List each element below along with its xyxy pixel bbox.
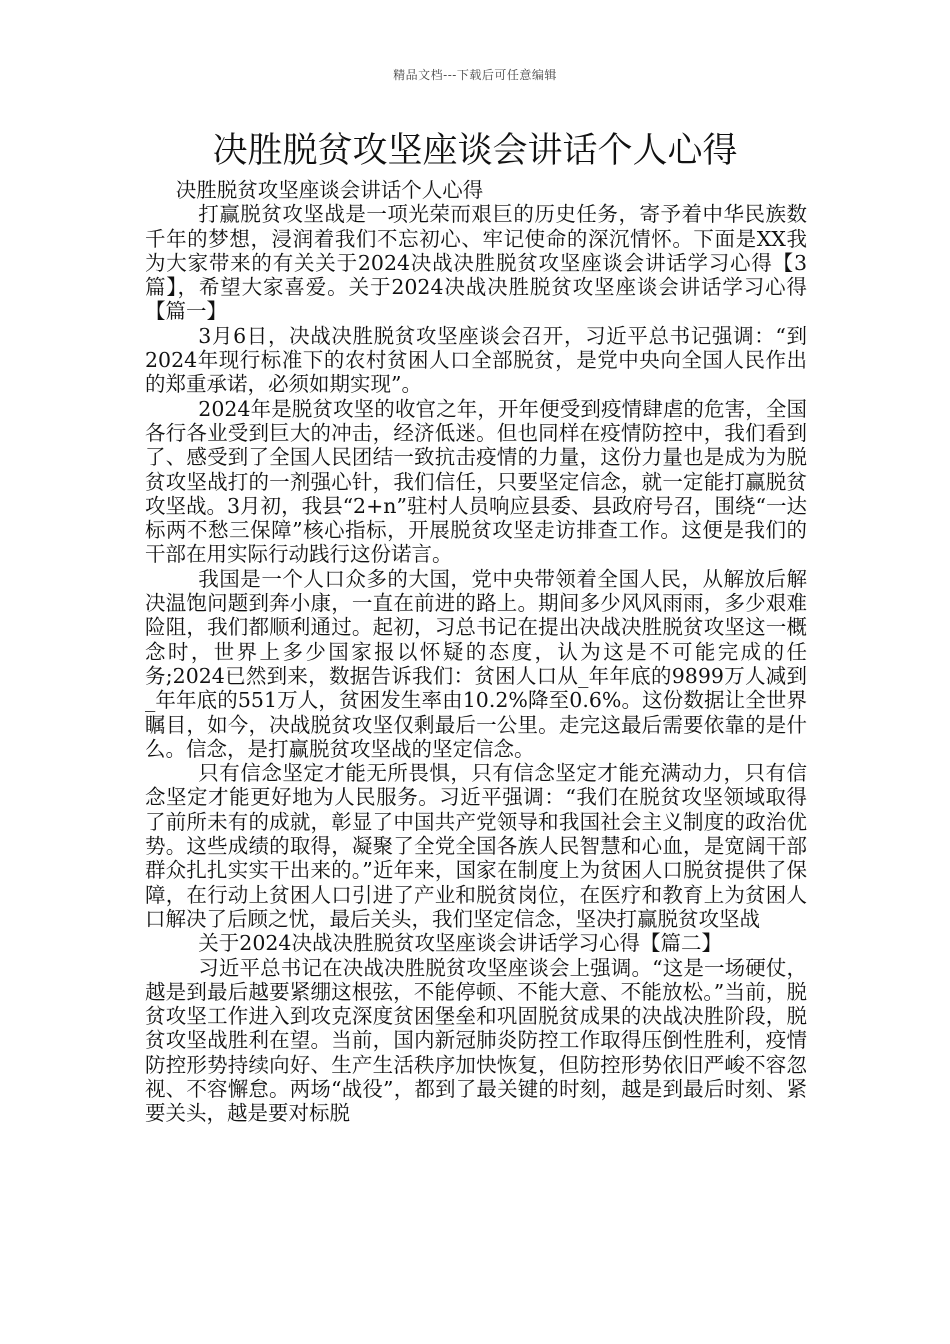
document-title: 决胜脱贫攻坚座谈会讲话个人心得 — [212, 131, 738, 171]
body-paragraph: 3月6日，决战决胜脱贫攻坚座谈会召开，习近平总书记强调：“到2024年现行标准下的农村贫困人口全部脱贫，是党中央向全国人民作出的郑重承诺，必须如期实现”。 — [145, 323, 807, 397]
body-paragraph: 2024年是脱贫攻坚的收官之年，开年便受到疫情肆虐的危害，全国各行各业受到巨大的冲击，经济低迷。但也同样在疫情防控中，我们看到了、感受到了全国人民团结一致抗击疫情的力量，这份力量也是成为为脱贫攻坚战打的一剂强心针，我们信任，只要坚定信念，就一定能打赢脱贫攻坚战。3月初，我县“2+n”驻村人员响应县委、县政府号召，围绕“一达标两不愁三保障”核心指标，开展脱贫攻坚走访排查工作。这便是我们的干部在用实际行动践行这份诺言。 — [145, 396, 807, 567]
document-subtitle: 决胜脱贫攻坚座谈会讲话个人心得 — [175, 178, 484, 202]
body-paragraph: 习近平总书记在决战决胜脱贫攻坚座谈会上强调。“这是一场硬仗，越是到最后越要紧绷这根弦，不能停顿、不能大意、不能放松。”当前，脱贫攻坚工作进入到攻克深度贫困堡垒和巩固脱贫成果的决战决胜阶段，脱贫攻坚战胜利在望。当前，国内新冠肺炎防控工作取得压倒性胜利，疫情防控形势持续向好、生产生活秩序加快恢复，但防控形势依旧严峻不容忽视、不容懈怠。两场“战役”，都到了最关键的时刻，越是到最后时刻、紧要关头，越是要对标脱 — [145, 955, 807, 1126]
document-body — [145, 178, 807, 1126]
header-note: 精品文档---下载后可任意编辑 — [393, 68, 557, 82]
body-paragraph: 我国是一个人口众多的大国，党中央带领着全国人民，从解放后解决温饱问题到奔小康，一直在前进的路上。期间多少风风雨雨，多少艰难险阻，我们都顺利通过。起初，习总书记在提出决战决胜脱贫攻坚这一概念时，世界上多少国家报以怀疑的态度，认为这是不可能完成的任务;2024已然到来，数据告诉我们：贫困人口从_年年底的9899万人减到_年年底的551万人，贫困发生率由10.2%降至0.6%。这份数据让全世界瞩目，如今，决战脱贫攻坚仅剩最后一公里。走完这最后需要依靠的是什么。信念，是打赢脱贫攻坚战的坚定信念。 — [145, 566, 807, 761]
section-heading: 关于2024决战决胜脱贫攻坚座谈会讲话学习心得【篇二】 — [198, 931, 722, 956]
body-paragraph: 打赢脱贫攻坚战是一项光荣而艰巨的历史任务，寄予着中华民族数千年的梦想，浸润着我们不忘初心、牢记使命的深沉情怀。下面是XX我为大家带来的有关关于2024决战决胜脱贫攻坚座谈会讲话学习心得【3篇】，希望大家喜爱。关于2024决战决胜脱贫攻坚座谈会讲话学习心得【篇一】 — [145, 202, 807, 324]
body-paragraph: 只有信念坚定才能无所畏惧，只有信念坚定才能充满动力，只有信念坚定才能更好地为人民服务。习近平强调：“我们在脱贫攻坚领域取得了前所未有的成就，彰显了中国共产党领导和我国社会主义制度的政治优势。这些成绩的取得，凝聚了全党全国各族人民智慧和心血，是宽阔干部群众扎扎实实干出来的。”近年来，国家在制度上为贫困人口脱贫提供了保障，在行动上贫困人口引进了产业和脱贫岗位，在医疗和教育上为贫困人口解决了后顾之忧，最后关头，我们坚定信念，坚决打赢脱贫攻坚战 — [145, 761, 807, 931]
